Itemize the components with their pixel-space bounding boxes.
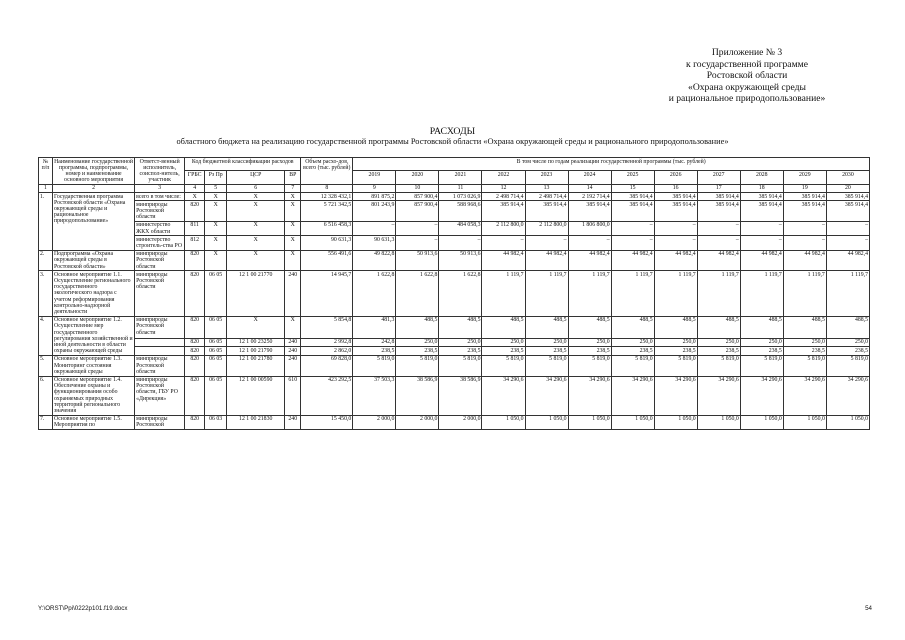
- row-year-value: 34 290,6: [525, 376, 568, 415]
- row-year-value: 34 290,6: [697, 376, 740, 415]
- column-index-cell: 9: [353, 184, 396, 192]
- row-year-value: 1 622,8: [396, 271, 439, 316]
- row-number: 7.: [39, 415, 53, 429]
- row-year-value: 488,5: [783, 316, 826, 338]
- row-year-value: 385 914,4: [783, 201, 826, 222]
- row-year-value: 34 290,6: [611, 376, 654, 415]
- row-grbs: 820: [185, 316, 205, 338]
- row-year-value: 1 119,7: [482, 271, 525, 316]
- column-index-cell: 10: [396, 184, 439, 192]
- row-year-value: 5 819,0: [783, 355, 826, 376]
- row-total: 12 328 432,1: [301, 193, 353, 201]
- row-year-value: 238,5: [525, 347, 568, 356]
- row-year-value: 2 498 714,4: [482, 193, 525, 201]
- row-year-value: 44 982,4: [783, 250, 826, 271]
- row-grbs: 820: [185, 201, 205, 222]
- row-year-value: 1 119,7: [826, 271, 869, 316]
- row-year-value: 2 000,0: [396, 415, 439, 429]
- row-year-value: 44 982,4: [525, 250, 568, 271]
- row-year-value: 488,5: [740, 316, 783, 338]
- row-year-value: 44 982,4: [611, 250, 654, 271]
- row-name: Основное мероприятие 1.2. Осуществление мер государственного регулирования хозяйственной и иной деятельности в области охраны окружающей среды: [54, 317, 133, 355]
- row-name: Государственная программа Ростовской области «Охрана окружающей среды и рациональное природопользование»: [53, 193, 135, 251]
- row-total: 5 721 342,5: [301, 201, 353, 222]
- row-year-value: 385 914,4: [611, 201, 654, 222]
- row-csr: 12 1 00 00590: [227, 376, 285, 415]
- row-year-value: 5 819,0: [439, 355, 482, 376]
- table-row: [39, 236, 870, 250]
- row-year-value: 238,5: [783, 347, 826, 356]
- header-by-year: В том числе по годам реализации государственной программы (тыс. рублей): [353, 158, 870, 171]
- row-total: 2 992,8: [301, 338, 353, 347]
- row-year-value: –: [826, 236, 869, 250]
- row-year-value: 250,0: [482, 338, 525, 347]
- row-year-value: 1 119,7: [740, 271, 783, 316]
- column-index-row: [39, 184, 870, 192]
- row-number: 3.: [39, 271, 53, 316]
- row-year-value: 238,5: [654, 347, 697, 356]
- row-year-value: –: [568, 236, 611, 250]
- column-index-cell: 19: [783, 184, 826, 192]
- row-year-value: 49 822,8: [353, 250, 396, 271]
- row-csr: Х: [227, 201, 285, 222]
- header-year: 2023: [525, 171, 568, 184]
- row-number: 6.: [39, 376, 53, 415]
- row-grbs: 820: [185, 271, 205, 316]
- header-executor: Ответст-венный исполнитель, соиспол-нитель, участник: [135, 158, 185, 185]
- row-year-value: 2 192 714,4: [568, 193, 611, 201]
- row-executor: всего в том числе:: [135, 193, 185, 201]
- row-rzpr: Х: [205, 201, 227, 222]
- header-grbs: ГРБС: [185, 171, 205, 184]
- row-year-value: 250,0: [826, 338, 869, 347]
- row-executor: министерство строитель-ства РО: [135, 236, 185, 250]
- row-rzpr: 06 03: [205, 415, 227, 429]
- table-row: [39, 271, 870, 316]
- row-year-value: 385 914,4: [654, 201, 697, 222]
- column-index-cell: 5: [205, 184, 227, 192]
- row-year-value: 1 622,8: [439, 271, 482, 316]
- row-executor: минприроды Ростовской области: [135, 316, 185, 338]
- row-year-value: 488,5: [697, 316, 740, 338]
- row-number: 1.: [39, 193, 53, 251]
- row-total: 15 450,0: [301, 415, 353, 429]
- row-year-value: 1 050,0: [826, 415, 869, 429]
- row-rzpr: 06 05: [205, 338, 227, 347]
- row-year-value: 1 050,0: [568, 415, 611, 429]
- row-executor: министерство ЖКХ области: [135, 221, 185, 235]
- row-year-value: –: [654, 221, 697, 235]
- row-grbs: 820: [185, 376, 205, 415]
- table-row: [39, 250, 870, 271]
- header-year: 2019: [353, 171, 396, 184]
- row-year-value: 2 112 800,0: [525, 221, 568, 235]
- row-executor: минприроды Ростовской области: [135, 355, 185, 376]
- row-total: 90 631,3: [301, 236, 353, 250]
- header-year: 2030: [826, 171, 869, 184]
- row-vr: Х: [285, 221, 301, 235]
- row-rzpr: Х: [205, 250, 227, 271]
- header-budget-code: Код бюджетной классификации расходов: [185, 158, 301, 171]
- row-year-value: 1 119,7: [568, 271, 611, 316]
- row-year-value: 1 050,0: [783, 415, 826, 429]
- row-total: 423 292,5: [301, 376, 353, 415]
- row-number: 5.: [39, 355, 53, 376]
- row-grbs: 812: [185, 236, 205, 250]
- column-index-cell: 3: [135, 184, 185, 192]
- column-index-cell: 6: [227, 184, 285, 192]
- row-year-value: 5 819,0: [697, 355, 740, 376]
- row-vr: 240: [285, 271, 301, 316]
- row-year-value: 238,5: [353, 347, 396, 356]
- row-year-value: 38 586,9: [396, 376, 439, 415]
- row-year-value: 5 819,0: [396, 355, 439, 376]
- row-year-value: 238,5: [396, 347, 439, 356]
- row-year-value: 385 914,4: [740, 201, 783, 222]
- row-year-value: 1 050,0: [654, 415, 697, 429]
- row-csr: Х: [227, 250, 285, 271]
- table-body: [39, 184, 870, 429]
- row-year-value: –: [783, 236, 826, 250]
- row-year-value: 2 498 714,4: [525, 193, 568, 201]
- document-title: РАСХОДЫ: [429, 126, 476, 137]
- row-year-value: 238,5: [439, 347, 482, 356]
- header-rzpr: Рз Пр: [205, 171, 227, 184]
- row-csr: Х: [227, 316, 285, 338]
- row-csr: 12 1 00 21770: [227, 271, 285, 316]
- row-executor: минприроды Ростовской области: [135, 201, 185, 222]
- row-year-value: 1 050,0: [697, 415, 740, 429]
- row-year-value: 34 290,6: [568, 376, 611, 415]
- row-year-value: –: [353, 221, 396, 235]
- row-year-value: 5 819,0: [353, 355, 396, 376]
- row-year-value: 5 819,0: [568, 355, 611, 376]
- row-rzpr: 06 05: [205, 347, 227, 356]
- row-year-value: 5 819,0: [740, 355, 783, 376]
- row-grbs: 820: [185, 415, 205, 429]
- row-year-value: 238,5: [740, 347, 783, 356]
- row-grbs: 811: [185, 221, 205, 235]
- column-index-cell: 17: [697, 184, 740, 192]
- row-year-value: 385 914,4: [826, 201, 869, 222]
- row-rzpr: 06 05: [205, 355, 227, 376]
- table-row: [39, 415, 870, 429]
- header-year: 2026: [654, 171, 697, 184]
- row-year-value: –: [740, 221, 783, 235]
- row-year-value: –: [611, 236, 654, 250]
- row-year-value: 1 050,0: [525, 415, 568, 429]
- row-year-value: 242,8: [353, 338, 396, 347]
- header-year: 2022: [482, 171, 525, 184]
- column-index-cell: 15: [611, 184, 654, 192]
- column-index-cell: 2: [53, 184, 135, 192]
- row-year-value: 488,5: [439, 316, 482, 338]
- column-index-cell: 7: [285, 184, 301, 192]
- row-year-value: 1 119,7: [611, 271, 654, 316]
- row-year-value: 484 058,3: [439, 221, 482, 235]
- row-year-value: 44 982,4: [482, 250, 525, 271]
- header-vr: ВР: [285, 171, 301, 184]
- row-year-value: 488,5: [568, 316, 611, 338]
- table-row: [39, 338, 870, 347]
- column-index-cell: 4: [185, 184, 205, 192]
- column-index-cell: 8: [301, 184, 353, 192]
- row-executor: [135, 338, 185, 347]
- row-year-value: 488,5: [654, 316, 697, 338]
- row-year-value: 37 503,3: [353, 376, 396, 415]
- row-year-value: –: [697, 236, 740, 250]
- row-year-value: 385 914,4: [654, 193, 697, 201]
- row-year-value: –: [482, 236, 525, 250]
- row-rzpr: 06 05: [205, 316, 227, 338]
- row-year-value: 250,0: [740, 338, 783, 347]
- row-year-value: –: [396, 236, 439, 250]
- row-number: 4.: [39, 316, 53, 355]
- row-year-value: 891 875,2: [353, 193, 396, 201]
- row-year-value: 1 806 800,0: [568, 221, 611, 235]
- row-year-value: 1 622,8: [353, 271, 396, 316]
- row-grbs: 820: [185, 347, 205, 356]
- row-csr: 12 1 00 23250: [227, 338, 285, 347]
- row-year-value: 238,5: [826, 347, 869, 356]
- row-year-value: 385 914,4: [697, 193, 740, 201]
- row-year-value: 250,0: [654, 338, 697, 347]
- row-year-value: 385 914,4: [826, 193, 869, 201]
- row-rzpr: 06 05: [205, 376, 227, 415]
- column-index-cell: 13: [525, 184, 568, 192]
- row-year-value: 857 900,4: [396, 193, 439, 201]
- row-year-value: 385 914,4: [482, 201, 525, 222]
- row-year-value: 238,5: [611, 347, 654, 356]
- appendix-block: [627, 47, 867, 105]
- row-vr: 240: [285, 338, 301, 347]
- row-year-value: 34 290,6: [783, 376, 826, 415]
- row-year-value: 44 982,4: [826, 250, 869, 271]
- row-name: Основное мероприятие 1.5. Мероприятия по: [53, 415, 135, 429]
- row-year-value: 50 913,6: [396, 250, 439, 271]
- header-total: Объем расхо-дов, всего (тыс. рублей): [301, 158, 353, 185]
- row-vr: 240: [285, 355, 301, 376]
- row-year-value: 1 050,0: [611, 415, 654, 429]
- row-year-value: 238,5: [482, 347, 525, 356]
- row-total: 6 516 458,3: [301, 221, 353, 235]
- row-grbs: 820: [185, 355, 205, 376]
- column-index-cell: 20: [826, 184, 869, 192]
- footer-file-path: Y:\ORST\Ppi\0222p101.f19.docx: [38, 605, 128, 612]
- row-year-value: 34 290,6: [740, 376, 783, 415]
- row-executor: минприроды Ростовской области: [135, 271, 185, 316]
- row-csr: 12 1 00 21780: [227, 355, 285, 376]
- row-year-value: 1 119,7: [697, 271, 740, 316]
- row-year-value: 34 290,6: [482, 376, 525, 415]
- row-csr: Х: [227, 236, 285, 250]
- row-year-value: 1 050,0: [740, 415, 783, 429]
- row-year-value: 250,0: [396, 338, 439, 347]
- table-row: [39, 201, 870, 222]
- row-total: 5 854,8: [301, 316, 353, 338]
- header-year: 2021: [439, 171, 482, 184]
- row-year-value: 38 586,9: [439, 376, 482, 415]
- row-year-value: –: [697, 221, 740, 235]
- row-year-value: 1 073 026,9: [439, 193, 482, 201]
- row-name: Подпрограмма «Охрана окружающей среды в Ростовской области»: [53, 250, 135, 271]
- table-row: [39, 376, 870, 415]
- row-year-value: 250,0: [568, 338, 611, 347]
- row-total: 556 491,6: [301, 250, 353, 271]
- row-executor: минприроды Ростовской: [135, 415, 185, 429]
- column-index-cell: 14: [568, 184, 611, 192]
- column-index-cell: 1: [39, 184, 53, 192]
- row-year-value: 250,0: [783, 338, 826, 347]
- row-year-value: 5 819,0: [525, 355, 568, 376]
- row-year-value: –: [525, 236, 568, 250]
- row-year-value: 488,5: [396, 316, 439, 338]
- row-year-value: 5 819,0: [654, 355, 697, 376]
- row-year-value: 1 050,0: [482, 415, 525, 429]
- row-year-value: –: [654, 236, 697, 250]
- header-year: 2024: [568, 171, 611, 184]
- column-index-cell: 16: [654, 184, 697, 192]
- row-rzpr: Х: [205, 236, 227, 250]
- row-year-value: 385 914,4: [525, 201, 568, 222]
- row-year-value: 385 914,4: [568, 201, 611, 222]
- row-vr: Х: [285, 316, 301, 338]
- row-year-value: –: [783, 221, 826, 235]
- row-year-value: 250,0: [439, 338, 482, 347]
- row-year-value: 385 914,4: [783, 193, 826, 201]
- row-year-value: 44 982,4: [740, 250, 783, 271]
- row-executor: минприроды Ростовской области: [135, 250, 185, 271]
- row-year-value: 250,0: [611, 338, 654, 347]
- row-year-value: 588 968,6: [439, 201, 482, 222]
- row-year-value: –: [740, 236, 783, 250]
- row-rzpr: Х: [205, 193, 227, 201]
- row-year-value: 385 914,4: [611, 193, 654, 201]
- row-year-value: 238,5: [568, 347, 611, 356]
- row-grbs: 820: [185, 338, 205, 347]
- row-year-value: 488,5: [525, 316, 568, 338]
- row-rzpr: 06 05: [205, 271, 227, 316]
- row-year-value: 385 914,4: [740, 193, 783, 201]
- column-index-cell: 18: [740, 184, 783, 192]
- table-row: [39, 193, 870, 201]
- row-vr: Х: [285, 193, 301, 201]
- row-year-value: 5 819,0: [482, 355, 525, 376]
- row-grbs: 820: [185, 250, 205, 271]
- document-subtitle: областного бюджета на реализацию государственной программы Ростовской области «Охрана окружающей среды и рационального природопользование»: [176, 137, 729, 146]
- row-year-value: 481,3: [353, 316, 396, 338]
- row-name: Основное мероприятие 1.1. Осуществление регионального государственного экологического надзора с учетом реформирования контрольно-надзорной деятельности: [53, 271, 135, 316]
- row-year-value: 385 914,4: [697, 201, 740, 222]
- row-year-value: 488,5: [611, 316, 654, 338]
- row-year-value: 1 119,7: [783, 271, 826, 316]
- row-year-value: –: [396, 221, 439, 235]
- row-year-value: 44 982,4: [697, 250, 740, 271]
- row-year-value: 250,0: [697, 338, 740, 347]
- row-csr: 12 1 00 21830: [227, 415, 285, 429]
- row-year-value: 1 119,7: [654, 271, 697, 316]
- row-name: Основное мероприятие 1.3. Мониторинг состояния окружающей среды: [53, 355, 135, 376]
- appendix-line: Приложение № 3: [711, 47, 783, 58]
- column-index-cell: 11: [439, 184, 482, 192]
- row-vr: Х: [285, 201, 301, 222]
- row-year-value: 238,5: [697, 347, 740, 356]
- header-year: 2028: [740, 171, 783, 184]
- appendix-line: и рациональное природопользование»: [668, 93, 826, 105]
- row-total: 2 862,0: [301, 347, 353, 356]
- row-year-value: 857 900,4: [396, 201, 439, 222]
- header-year: 2020: [396, 171, 439, 184]
- row-executor: минприроды Ростовской области, ГБУ РО «Дирекция»: [135, 376, 185, 415]
- expenses-table: [38, 157, 870, 430]
- table-row: [39, 316, 870, 338]
- row-number: 2.: [39, 250, 53, 271]
- header-year: 2029: [783, 171, 826, 184]
- row-name: Основное мероприятие 1.4. Обеспечение охраны и функционирования особо охраняемых природных территорий регионального значения: [53, 376, 135, 415]
- header-year: 2027: [697, 171, 740, 184]
- table-header: [39, 158, 870, 185]
- table-row: [39, 355, 870, 376]
- appendix-line: Ростовской области: [706, 70, 788, 82]
- row-year-value: 44 982,4: [568, 250, 611, 271]
- row-csr: Х: [227, 221, 285, 235]
- row-year-value: 801 243,9: [353, 201, 396, 222]
- row-year-value: 2 000,0: [353, 415, 396, 429]
- table-row: [39, 347, 870, 356]
- row-year-value: 5 819,0: [826, 355, 869, 376]
- page-number: 54: [865, 605, 872, 612]
- row-executor: [135, 347, 185, 356]
- row-year-value: –: [826, 221, 869, 235]
- appendix-line: к государственной программе: [686, 58, 808, 70]
- header-num: № п/п: [39, 158, 53, 185]
- row-total: 14 945,7: [301, 271, 353, 316]
- row-year-value: 250,0: [525, 338, 568, 347]
- row-year-value: 2 000,0: [439, 415, 482, 429]
- row-year-value: 34 290,6: [826, 376, 869, 415]
- row-year-value: 50 913,6: [439, 250, 482, 271]
- row-vr: 240: [285, 415, 301, 429]
- row-year-value: –: [439, 236, 482, 250]
- header-csr: ЦСР: [227, 171, 285, 184]
- row-vr: Х: [285, 250, 301, 271]
- row-year-value: 2 112 800,0: [482, 221, 525, 235]
- header-year: 2025: [611, 171, 654, 184]
- row-vr: Х: [285, 236, 301, 250]
- row-year-value: 488,5: [826, 316, 869, 338]
- appendix-line: «Охрана окружающей среды: [688, 81, 806, 93]
- table-row: [39, 221, 870, 235]
- row-csr: 12 1 00 21790: [227, 347, 285, 356]
- row-grbs: Х: [185, 193, 205, 201]
- header-name: Наименование государственной программы, подпрограммы, номер и наименование основного мероприятия: [54, 158, 133, 184]
- row-year-value: 90 631,3: [353, 236, 396, 250]
- row-vr: 240: [285, 347, 301, 356]
- row-total: 69 828,0: [301, 355, 353, 376]
- row-csr: Х: [227, 193, 285, 201]
- column-index-cell: 12: [482, 184, 525, 192]
- row-year-value: 488,5: [482, 316, 525, 338]
- row-rzpr: Х: [205, 221, 227, 235]
- row-year-value: 1 119,7: [525, 271, 568, 316]
- row-year-value: –: [611, 221, 654, 235]
- row-year-value: 5 819,0: [611, 355, 654, 376]
- row-year-value: 44 982,4: [654, 250, 697, 271]
- row-year-value: 34 290,6: [654, 376, 697, 415]
- row-vr: 610: [285, 376, 301, 415]
